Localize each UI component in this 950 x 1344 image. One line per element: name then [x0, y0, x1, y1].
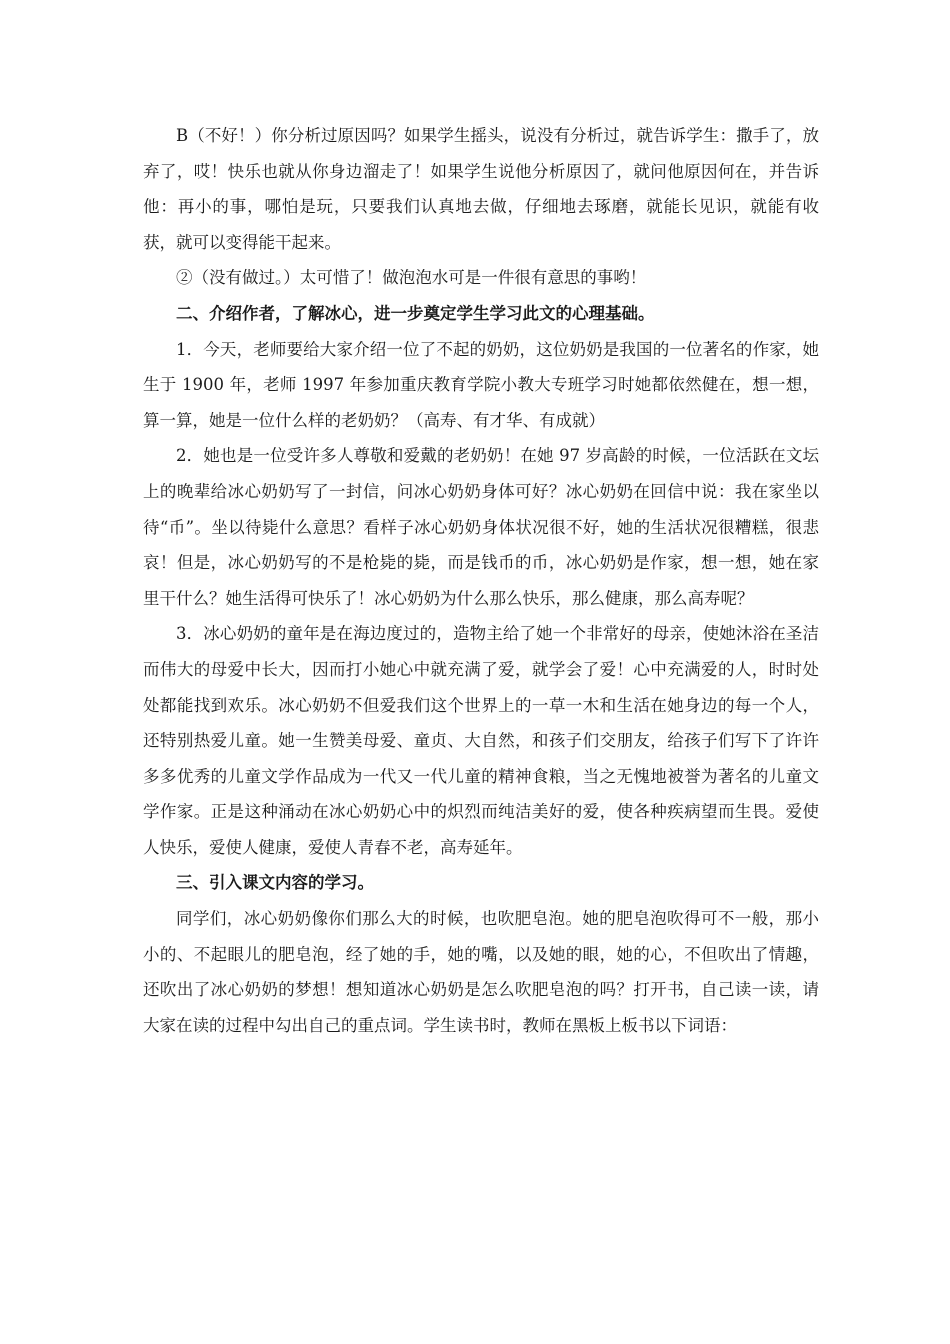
paragraph-intro-text: 同学们，冰心奶奶像你们那么大的时候，也吹肥皂泡。她的肥皂泡吹得可不一般，那小小的、不起眼儿的肥皂泡，经了她的手，她的嘴，以及她的眼，她的心，不但吹出了情趣，还吹出了冰心奶奶的梦想！想知道冰心奶奶是怎么吹肥皂泡的吗？打开书，自己读一读，请大家在读的过程中勾出自己的重点词。学生读书时，教师在黑板上板书以下词语：: [143, 909, 819, 1035]
section-heading-2: 二、介绍作者，了解冰心，进一步奠定学生学习此文的心理基础。: [176, 303, 655, 323]
paragraph-item-2: 2．她也是一位受许多人尊敬和爱戴的老奶奶！在她 97 岁高龄的时候，一位活跃在文坛上的晚辈给冰心奶奶写了一封信，问冰心奶奶身体可好？冰心奶奶在回信中说：我在家坐以待“币”。坐以待毙什么意思？看样子冰心奶奶身体状况很不好，她的生活状况很糟糕，很悲哀！但是，冰心奶奶写的不是枪毙的毙，而是钱币的币，冰心奶奶是作家，想一想，她在家里干什么？她生活得可快乐了！冰心奶奶为什么那么快乐，那么健康，那么高寿呢？: [143, 446, 819, 608]
paragraph-answer-b: B（不好！）你分析过原因吗？如果学生摇头，说没有分析过，就告诉学生：撒手了，放弃了，哎！快乐也就从你身边溜走了！如果学生说他分析原因了，就问他原因何在，并告诉他：再小的事，哪怕是玩，只要我们认真地去做，仔细地去琢磨，就能长见识，就能有收获，就可以变得能干起来。: [143, 126, 819, 252]
paragraph-item-3: 3．冰心奶奶的童年是在海边度过的，造物主给了她一个非常好的母亲，使她沐浴在圣洁而伟大的母爱中长大，因而打小她心中就充满了爱，就学会了爱！心中充满爱的人，时时处处都能找到欢乐。冰心奶奶不但爱我们这个世界上的一草一木和生活在她身边的每一个人，还特别热爱儿童。她一生赞美母爱、童贞、大自然，和孩子们交朋友，给孩子们写下了许许多多优秀的儿童文学作品成为一代又一代儿童的精神食粮，当之无愧地被誉为著名的儿童文学作家。正是这种涌动在冰心奶奶心中的炽烈而纯洁美好的爱，使各种疾病望而生畏。爱使人快乐，爱使人健康，爱使人青春不老，高寿延年。: [143, 624, 819, 857]
paragraph-answer-2: ②（没有做过。）太可惜了！做泡泡水可是一件很有意思的事哟！: [176, 268, 647, 288]
section-heading-3: 三、引入课文内容的学习。: [176, 873, 374, 893]
paragraph-item-1: 1．今天，老师要给大家介绍一位了不起的奶奶，这位奶奶是我国的一位著名的作家，她生于 1900 年，老师 1997 年参加重庆教育学院小教大专班学习时她都依然健在，想一想，算一算，她是一位什么样的老奶奶？（高寿、有才华、有成就）: [143, 339, 819, 430]
document-body: [143, 118, 819, 1043]
